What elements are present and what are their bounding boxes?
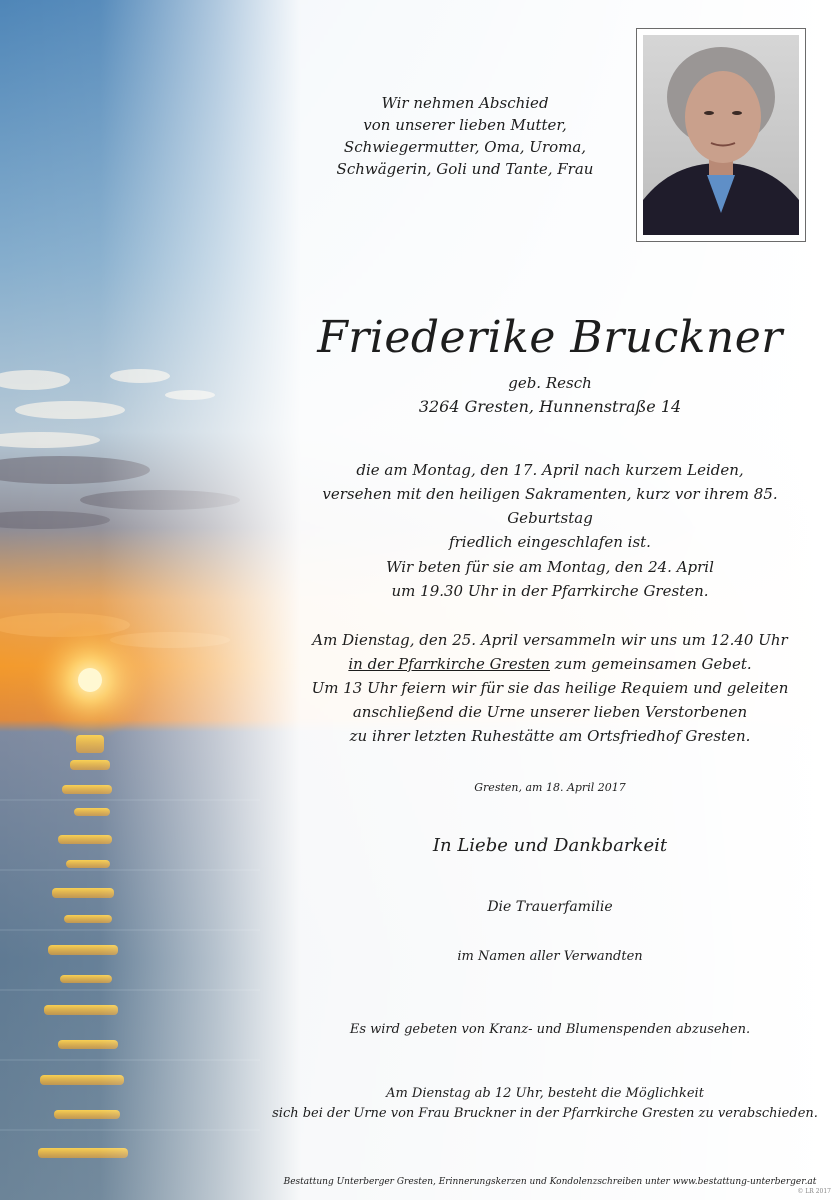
portrait-photo-frame [636,28,806,242]
requiem-line: Am Dienstag, den 25. April versammeln wir uns um 12.40 Uhr [312,631,788,649]
wreath-note: Es wird gebeten von Kranz- und Blumenspenden abzusehen. [349,1022,751,1037]
intro-text [300,92,630,180]
death-line: versehen mit den heiligen Sakramenten, kurz vor ihrem 85. Geburtstag [322,485,778,527]
family-signature: Die Trauerfamilie [487,899,613,915]
farewell-line: sich bei der Urne von Frau Bruckner in der Pfarrkirche Gresten zu verabschieden. [272,1106,818,1121]
intro-line: von unserer lieben Mutter, [363,116,567,134]
death-line: die am Montag, den 17. April nach kurzem Leiden, [356,461,744,479]
requiem-text [280,628,820,748]
deceased-name: Friederike Bruckner [317,312,783,363]
requiem-location-underlined: in der Pfarrkirche Gresten [348,655,550,673]
farewell-line: Am Dienstag ab 12 Uhr, besteht die Möglichkeit [386,1086,704,1101]
death-text [280,458,820,554]
requiem-line: zum gemeinsamen Gebet. [549,655,752,673]
prayer-line: um 19.30 Uhr in der Pfarrkirche Gresten. [391,582,709,600]
intro-line: Schwägerin, Goli und Tante, Frau [336,160,594,178]
dateline: Gresten, am 18. April 2017 [474,781,626,794]
birth-name: geb. Resch [508,374,592,392]
intro-line: Schwiegermutter, Oma, Uroma, [343,138,587,156]
requiem-line: anschließend die Urne unserer lieben Verstorbenen [352,703,748,721]
footer-note: Bestattung Unterberger Gresten, Erinnerungskerzen und Kondolenzschreiben unter www.bestattung-unterberger.at [283,1177,817,1187]
intro-line: Wir nehmen Abschied [381,94,549,112]
farewell-text [260,1084,830,1124]
death-line: friedlich eingeschlafen ist. [449,533,651,551]
address: 3264 Gresten, Hunnenstraße 14 [418,397,682,416]
requiem-line: zu ihrer letzten Ruhestätte am Ortsfriedhof Gresten. [349,727,751,745]
prayer-line: Wir beten für sie am Montag, den 24. April [386,558,714,576]
copyright-mark: © LR 2017 [797,1188,831,1195]
prayer-text [280,555,820,603]
portrait-photo [643,35,799,235]
relatives-line: im Namen aller Verwandten [457,949,643,964]
requiem-line: Um 13 Uhr feiern wir für sie das heilige Requiem und geleiten [311,679,789,697]
love-line: In Liebe und Dankbarkeit [432,835,668,856]
